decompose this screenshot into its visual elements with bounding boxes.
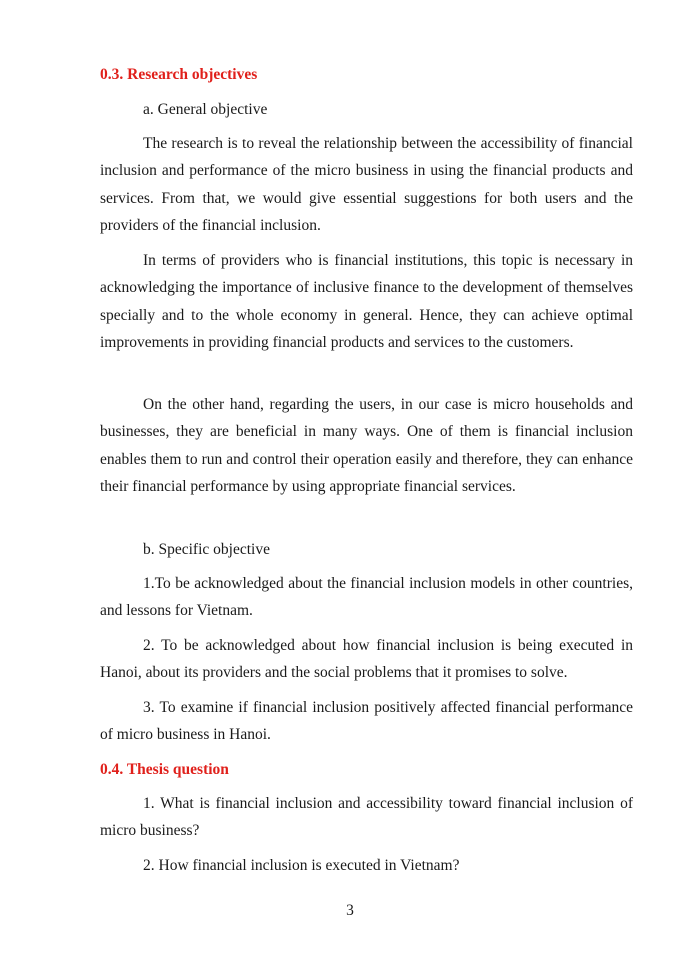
specific-objective-1: 1.To be acknowledged about the financial inclusion models in other countries, and lessons for Vietnam.: [100, 575, 633, 620]
specific-objective-3: 3. To examine if financial inclusion positively affected financial performance of micro business in Hanoi.: [100, 699, 633, 744]
general-objective-label: a. General objective: [143, 101, 268, 118]
thesis-question-2: 2. How financial inclusion is executed in Vietnam?: [143, 857, 460, 874]
page-number: 3: [346, 902, 354, 919]
thesis-question-1: 1. What is financial inclusion and accessibility toward financial inclusion of micro business?: [100, 795, 633, 840]
paragraph-users: On the other hand, regarding the users, in our case is micro households and businesses, they are beneficial in many ways. One of them is financial inclusion enables them to run and control their operation easily and therefore, they can enhance their financial performance by using appropriate financial services.: [100, 396, 633, 495]
specific-objective-2: 2. To be acknowledged about how financial inclusion is being executed in Hanoi, about its providers and the social problems that it promises to solve.: [100, 637, 633, 682]
paragraph-research-purpose: The research is to reveal the relationship between the accessibility of financial inclusion and performance of the micro business in using the financial products and services. From that, we would give essential suggestions for both users and the providers of the financial inclusion.: [100, 135, 633, 234]
section-heading-thesis-question: 0.4. Thesis question: [100, 761, 229, 778]
section-heading-research-objectives: 0.3. Research objectives: [100, 66, 258, 83]
specific-objective-label: b. Specific objective: [143, 541, 270, 558]
paragraph-providers: In terms of providers who is financial institutions, this topic is necessary in acknowledging the importance of inclusive finance to the development of themselves specially and to the whole economy in general. Hence, they can achieve optimal improvements in providing financial products and services to the customers.: [100, 252, 633, 351]
